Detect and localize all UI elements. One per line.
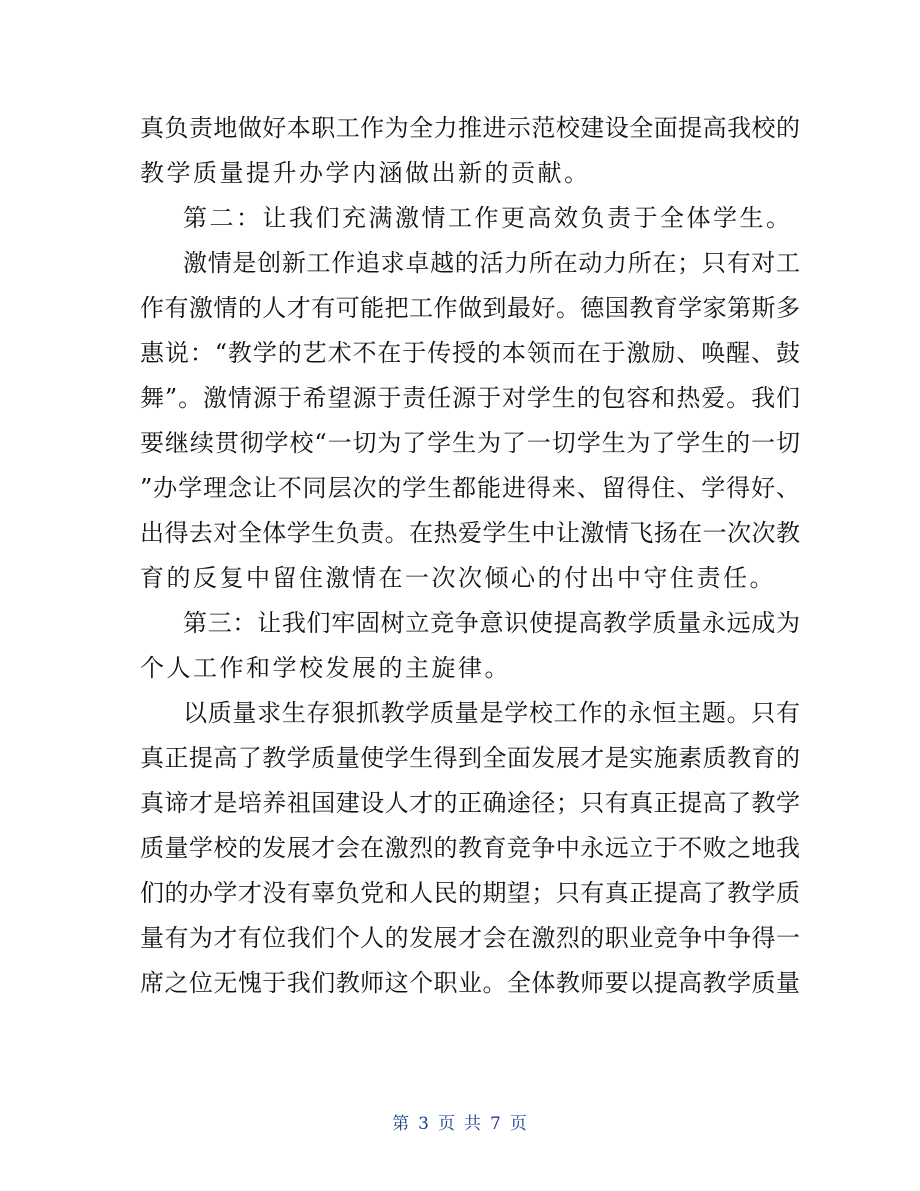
page-number-footer [0, 1112, 920, 1136]
footer-di: 第 [392, 1114, 411, 1134]
paragraph-line: 惠说：“教学的艺术不在于传授的本领而在于激励、唤醒、鼓 [140, 339, 800, 367]
paragraph-line: 真负责地做好本职工作为全力推进示范校建设全面提高我校的 [140, 114, 800, 142]
footer-gong: 共 [464, 1114, 482, 1134]
section-heading-line: 第三：让我们牢固树立竞争意识使提高教学质量永远成为 [183, 609, 800, 637]
paragraph-line: 席之位无愧于我们教师这个职业。全体教师要以提高教学质量 [140, 969, 800, 997]
paragraph-line: 育的反复中留住激情在一次次倾心的付出中守住责任。 [140, 564, 776, 592]
paragraph-line: 舞”。激情源于希望源于责任源于对学生的包容和热爱。我们 [140, 384, 800, 412]
section-heading-line: 第二：让我们充满激情工作更高效负责于全体学生。 [183, 204, 793, 232]
paragraph-line: 要继续贯彻学校“一切为了学生为了一切学生为了学生的一切 [140, 429, 800, 457]
paragraph-line: ”办学理念让不同层次的学生都能进得来、留得住、学得好、 [140, 474, 800, 502]
paragraph-line: 质量学校的发展才会在激烈的教育竞争中永远立于不败之地我 [140, 834, 800, 862]
total-page-number: 7 [490, 1114, 502, 1134]
document-body [140, 106, 800, 1006]
paragraph-line: 教学质量提升办学内涵做出新的贡献。 [140, 159, 591, 187]
paragraph-line: 真谛才是培养祖国建设人才的正确途径；只有真正提高了教学 [140, 789, 800, 817]
paragraph-line: 作有激情的人才有可能把工作做到最好。德国教育学家第斯多 [140, 294, 800, 322]
footer-ye: 页 [438, 1114, 456, 1134]
paragraph-line: 们的办学才没有辜负党和人民的期望；只有真正提高了教学质 [140, 879, 800, 907]
footer-ye-2: 页 [509, 1114, 528, 1134]
paragraph-line: 激情是创新工作追求卓越的活力所在动力所在；只有对工 [183, 249, 800, 277]
paragraph-line: 量有为才有位我们个人的发展才会在激烈的职业竞争中争得一 [140, 924, 800, 952]
paragraph-line: 真正提高了教学质量使学生得到全面发展才是实施素质教育的 [140, 744, 800, 772]
paragraph-line: 以质量求生存狠抓教学质量是学校工作的永恒主题。只有 [183, 699, 800, 727]
current-page-number: 3 [418, 1114, 430, 1134]
section-heading-line: 个人工作和学校发展的主旋律。 [140, 654, 511, 682]
paragraph-line: 出得去对全体学生负责。在热爱学生中让激情飞扬在一次次教 [140, 519, 800, 547]
